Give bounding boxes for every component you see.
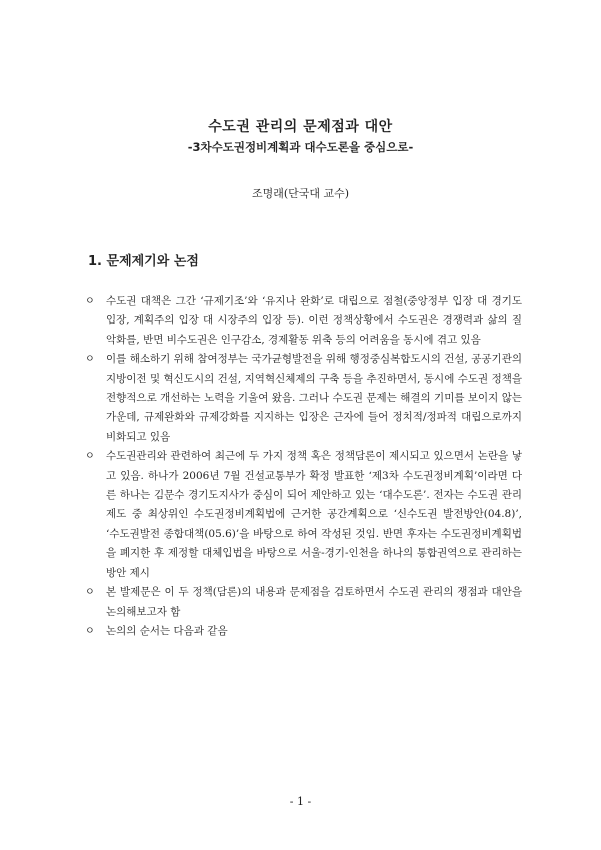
bullet-list	[82, 292, 522, 641]
bullet-text: 본 발제문은 이 두 정책(담론)의 내용과 문제점을 검토하면서 수도권 관리의 쟁점과 대안을 논의해보고자 함	[106, 586, 522, 618]
bullet-item	[82, 350, 522, 447]
bullet-marker: ㅇ	[85, 625, 95, 637]
bullet-text: 논의의 순서는 다음과 같음	[106, 624, 228, 637]
author-line: 조명래(단국대 교수)	[251, 187, 350, 200]
document-title: 수도권 관리의 문제점과 대안	[208, 119, 393, 135]
bullet-marker: ㅇ	[85, 354, 95, 366]
bullet-item	[82, 292, 522, 350]
bullet-item	[82, 447, 522, 583]
bullet-text: 이를 해소하기 위해 참여정부는 국가균형발전을 위해 행정중심복합도시의 건설, 공공기관의 지방이전 및 혁신도시의 건설, 지역혁신체제의 구축 등을 추진하면서, 동시에 수도권 정책을 전향적으로 개선하는 노력을 기울여 왔음. 그러나 수도권 문제는 해결의 기미를 보이지 않는 가운데, 규제완화와 규제강화를 지지하는 입장은 근자에 들어 정치적/정파적 대립으로까지 비화되고 있음	[106, 353, 522, 443]
page-number: - 1 -	[289, 795, 312, 808]
document-subtitle: -3차수도권정비계획과 대수도론을 중심으로-	[187, 140, 414, 154]
bullet-marker: ㅇ	[85, 451, 95, 463]
bullet-text: 수도권관리와 관련하여 최근에 두 가지 정책 혹은 정책담론이 제시되고 있으면서 논란을 낳고 있음. 하나가 2006년 7월 건설교통부가 확정 발표한 ‘제3차 수도권정비계획’이라면 다른 하나는 김문수 경기도지사가 중심이 되어 제안하고 있는 ‘대수도론’. 전자는 수도권 관리제도 중 최상위인 수도권정비계획법에 근거한 공간계획으로 ‘신수도권 발전방안(04.8)’, ‘수도권발전 종합대책(05.6)’을 바탕으로 하여 작성된 것임. 반면 후자는 수도권정비계획법을 폐지한 후 제정할 대체입법을 바탕으로 서울-경기-인천을 하나의 통합권역으로 관리하는 방안 제시	[106, 450, 522, 579]
bullet-item	[82, 622, 522, 641]
bullet-marker: ㅇ	[85, 587, 95, 599]
section-heading: 1. 문제제기와 논점	[88, 254, 199, 269]
bullet-text: 수도권 대책은 그간 ‘규제기조’와 ‘유지나 완화’로 대립으로 점철(중앙정부 입장 대 경기도 입장, 계획주의 입장 대 시장주의 입장 등). 이런 정책상황에서 수도권은 경쟁력과 삶의 질 악화를, 반면 비수도권은 인구감소, 경제활동 위축 등의 어려움을 동시에 겪고 있음	[106, 295, 522, 346]
bullet-marker: ㅇ	[85, 296, 95, 307]
bullet-item	[82, 583, 522, 622]
